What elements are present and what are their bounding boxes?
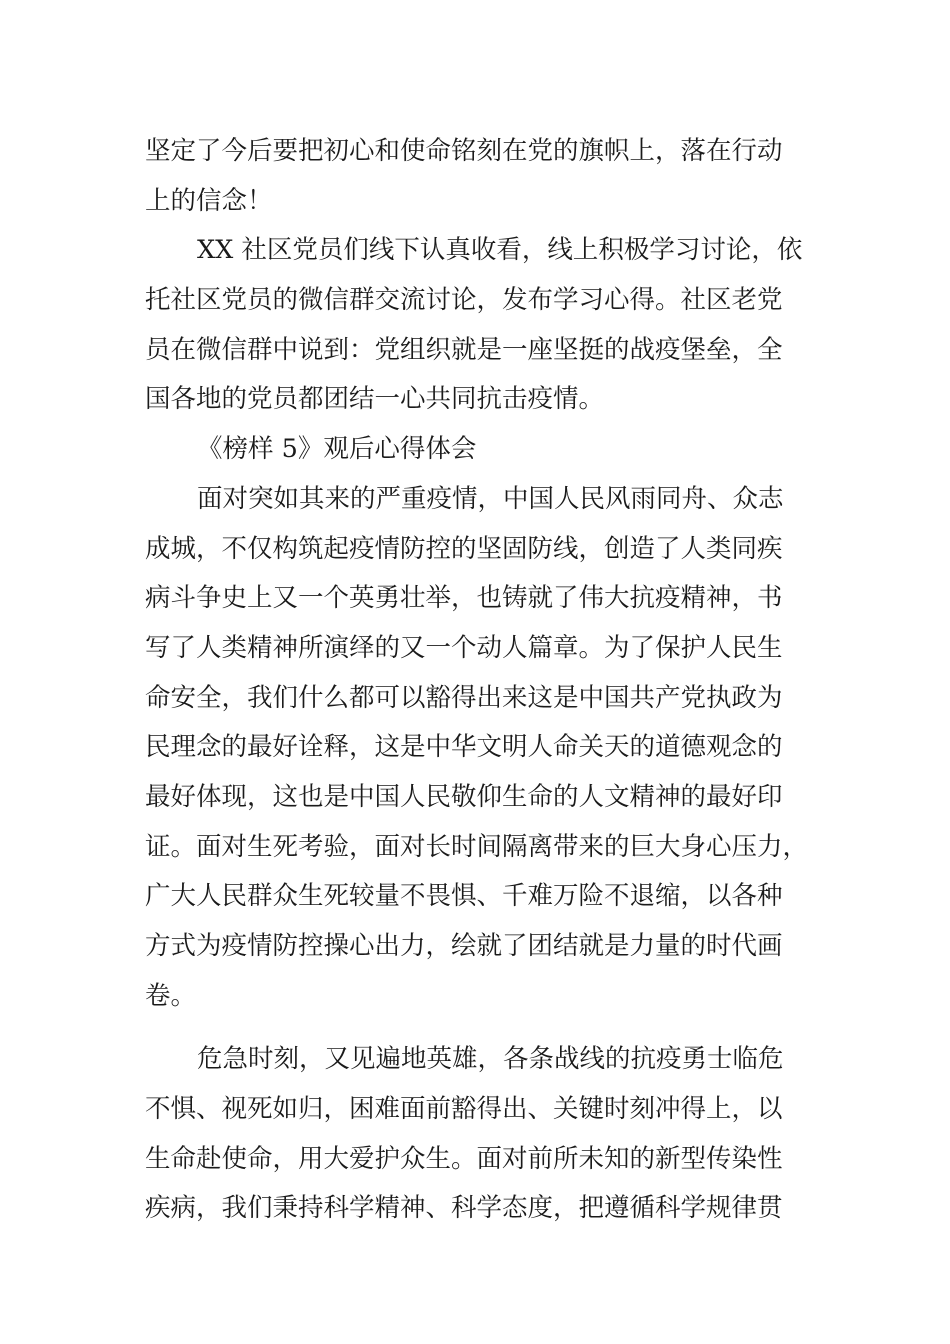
text-line: 国各地的党员都团结一心共同抗击疫情。: [145, 384, 605, 415]
text-line: 病斗争史上又一个英勇壮举，也铸就了伟大抗疫精神，书: [145, 583, 783, 614]
text-line: 广大人民群众生死较量不畏惧、千难万险不退缩，以各种: [145, 881, 783, 912]
text-line: 证。面对生死考验，面对长时间隔离带来的巨大身心压力，: [145, 831, 809, 862]
text-line: 托社区党员的微信群交流讨论，发布学习心得。社区老党: [145, 285, 783, 316]
text-line: 写了人类精神所演绎的又一个动人篇章。为了保护人民生: [145, 632, 783, 663]
text-line: XX 社区党员们线下认真收看，线上积极学习讨论，依: [197, 235, 803, 266]
text-line: 卷。: [145, 980, 197, 1011]
section-heading: 《榜样 5》观后心得体会: [197, 434, 477, 465]
text-line: 不惧、视死如归，困难面前豁得出、关键时刻冲得上，以: [145, 1094, 783, 1125]
document-body: [145, 127, 809, 1234]
paragraph-spacer: [145, 1021, 805, 1035]
text-line: 方式为疫情防控操心出力，绘就了团结就是力量的时代画: [145, 931, 783, 961]
text-line: 最好体现，这也是中国人民敬仰生命的人文精神的最好印: [145, 781, 783, 812]
text-line: 员在微信群中说到：党组织就是一座坚挺的战疫堡垒，全: [145, 334, 783, 365]
text-line: 民理念的最好诠释，这是中华文明人命关天的道德观念的: [145, 732, 783, 763]
text-line: 危急时刻，又见遍地英雄，各条战线的抗疫勇士临危: [197, 1044, 784, 1075]
text-line: 疾病，我们秉持科学精神、科学态度，把遵循科学规律贯: [145, 1193, 783, 1224]
text-line: 命安全，我们什么都可以豁得出来这是中国共产党执政为: [145, 682, 783, 713]
text-line: 上的信念！: [145, 185, 273, 216]
text-line: 生命赴使命，用大爱护众生。面对前所未知的新型传染性: [145, 1143, 783, 1174]
text-line: 成城，不仅构筑起疫情防控的坚固防线，创造了人类同疾: [145, 533, 783, 564]
text-line: 面对突如其来的严重疫情，中国人民风雨同舟、众志: [197, 483, 784, 514]
text-line: 坚定了今后要把初心和使命铭刻在党的旗帜上，落在行动: [145, 136, 783, 166]
